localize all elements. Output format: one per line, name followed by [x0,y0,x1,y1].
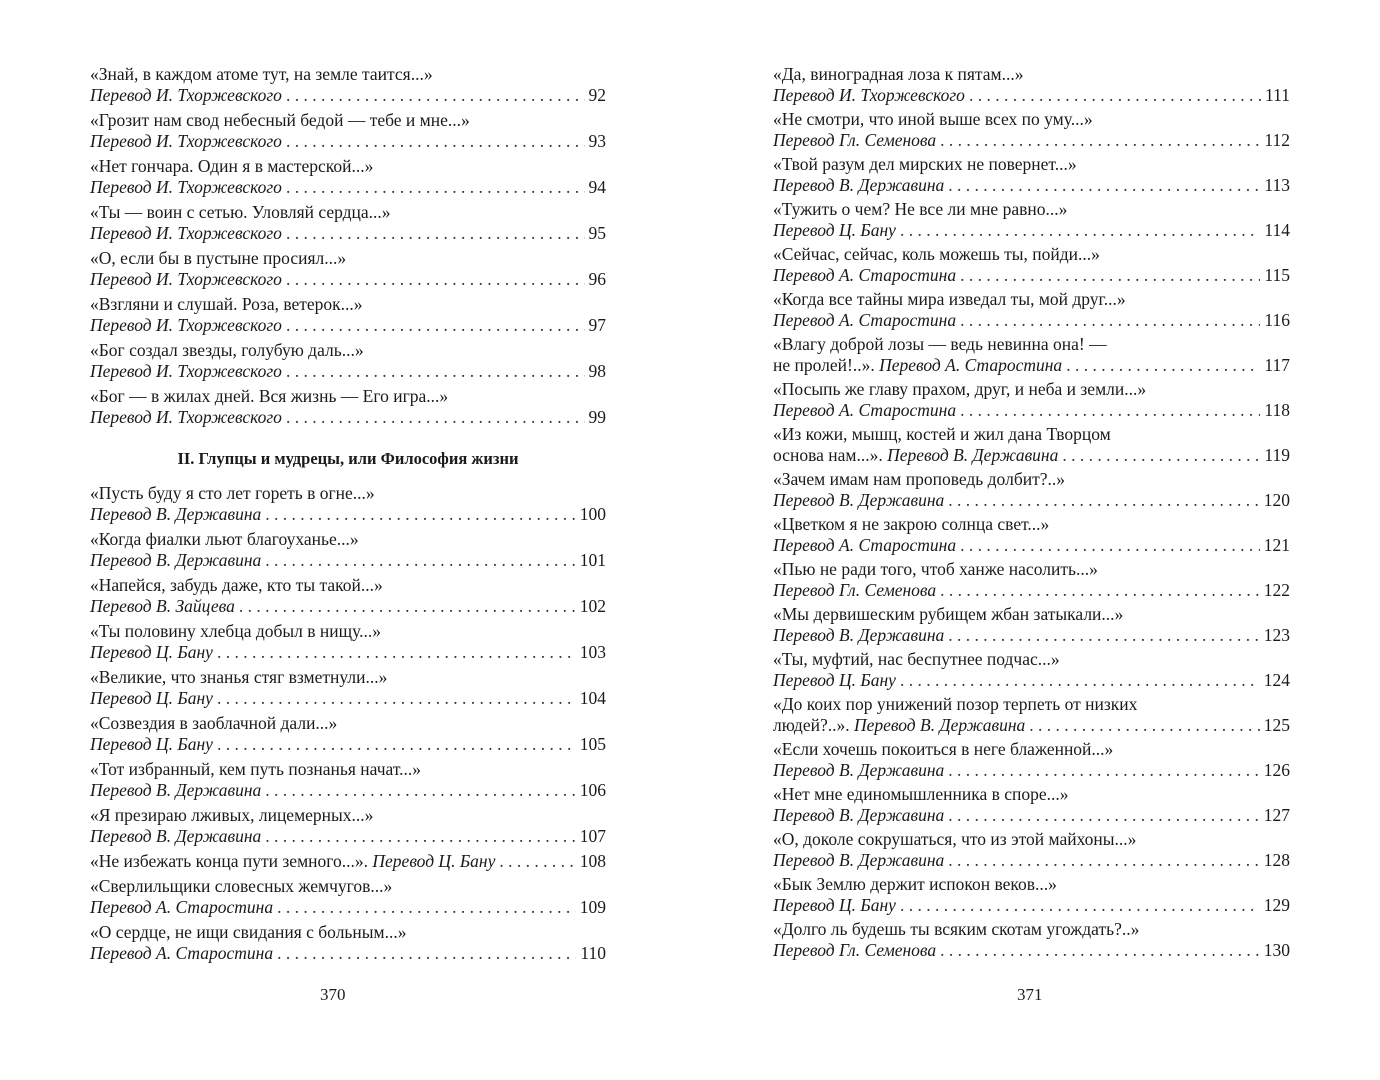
entry-title: «О, доколе сокрушаться, что из этой майхоны...» [773,829,1137,849]
page-ref: 124 [1263,670,1290,690]
entry-title: «Знай, в каждом атоме тут, на земле таится...» [90,64,433,84]
entry-line [773,940,1290,961]
translator: Перевод И. Тхоржевского [773,85,965,105]
toc-entry [90,667,606,709]
entry-title: «Напейся, забудь даже, кто ты такой...» [90,575,383,595]
dot-leader [948,805,1259,826]
dot-leader [286,223,585,244]
page-ref: 115 [1264,265,1290,285]
translator: Перевод В. Державина [773,850,945,870]
page-ref: 112 [1264,130,1290,150]
translator: Перевод Гл. Семенова [773,940,937,960]
page-ref: 105 [579,734,606,754]
entry-title: «О сердце, не ищи свидания с больным...» [90,922,407,942]
entry-title: «Да, виноградная лоза к пятам...» [773,64,1024,84]
entry-title: «Нет мне единомышленника в споре...» [773,784,1069,804]
dot-leader [1062,445,1260,466]
entry-title: «Зачем имам нам проповедь долбит?..» [773,469,1065,489]
toc-entry [90,64,606,106]
entry-title: «Если хочешь покоиться в неге блаженной...» [773,739,1114,759]
dot-leader [960,400,1260,421]
dot-leader [286,85,585,106]
entry-line [773,715,1290,736]
translator: Перевод В. Державина [773,490,945,510]
entry-line [773,535,1290,556]
entry-line [773,850,1290,871]
page-ref: 128 [1263,850,1290,870]
toc-entry [90,386,606,428]
translator: Перевод В. Державина [90,780,262,800]
translator: Перевод И. Тхоржевского [90,223,282,243]
dot-leader [940,130,1260,151]
page-ref: 126 [1263,760,1290,780]
entry-line [773,805,1290,826]
page-ref: 121 [1263,535,1290,555]
page-ref: 96 [588,269,606,289]
translator: Перевод А. Старостина [90,943,274,963]
page-number: 370 [320,985,346,1004]
dot-leader [960,265,1260,286]
translator: Перевод Ц. Бану [90,734,213,754]
dot-leader [286,131,585,152]
entry-line [773,625,1290,646]
translator: Перевод В. Державина [90,504,262,524]
dot-leader [948,850,1259,871]
entry-title: «Долго ль будешь ты всяким скотам угождать?..» [773,919,1140,939]
dot-leader [286,407,585,428]
toc-entry [773,424,1290,466]
translator: Перевод В. Державина [773,805,945,825]
toc-entry [773,559,1290,601]
entry-line [90,177,606,198]
entry-line [773,220,1290,241]
page-ref: 104 [579,688,606,708]
toc-list [90,483,606,964]
translator: Перевод А. Старостина [773,400,957,420]
toc-entry [90,529,606,571]
entry-title: «Твой разум дел мирских не повернет...» [773,154,1077,174]
dot-leader [900,670,1260,691]
toc-entry [773,874,1290,916]
translator: Перевод В. Державина [773,625,945,645]
entry-title: «Пью не ради того, чтоб ханже насолить...» [773,559,1098,579]
toc-entry [773,379,1290,421]
translator: Перевод Гл. Семенова [773,580,937,600]
toc-entry [90,248,606,290]
right-page [773,64,1290,964]
translator: Перевод Ц. Бану [773,220,896,240]
entry-line [773,895,1290,916]
page-ref: 102 [579,596,606,616]
toc-entry [90,294,606,336]
page-ref: 114 [1264,220,1290,240]
entry-line [90,407,606,428]
entry-line [90,85,606,106]
page-ref: 130 [1263,940,1290,960]
entry-line [90,223,606,244]
translator: Перевод В. Зайцева [90,596,235,616]
toc-entry [90,805,606,847]
entry-line [773,265,1290,286]
translator: Перевод Ц. Бану [372,851,496,871]
left-page [90,64,606,968]
page-ref: 123 [1263,625,1290,645]
toc-entry [773,109,1290,151]
page-ref: 116 [1264,310,1290,330]
translator: Перевод А. Старостина [773,310,957,330]
entry-line [773,130,1290,151]
entry-line [90,596,606,617]
entry-title-continuation: людей?..». [773,715,854,735]
toc-entry [90,713,606,755]
toc-entry [773,694,1290,736]
entry-line [90,131,606,152]
translator: Перевод В. Державина [853,715,1026,735]
entry-title: «Влагу доброй лозы — ведь невинна она! — [773,334,1107,354]
entry-line [773,85,1290,106]
entry-line [90,851,606,872]
entry-title: «Ты — воин с сетью. Уловляй сердца...» [90,202,391,222]
entry-title: «Ты половину хлебца добыл в нищу...» [90,621,381,641]
toc-entry [90,110,606,152]
toc-list [90,64,606,428]
toc-entry [773,739,1290,781]
translator: Перевод И. Тхоржевского [90,315,282,335]
entry-line [90,269,606,290]
page-ref: 95 [588,223,606,243]
page-ref: 113 [1264,175,1290,195]
entry-line [90,361,606,382]
page-ref: 127 [1263,805,1290,825]
dot-leader [940,940,1260,961]
page-ref: 106 [579,780,606,800]
page-ref: 119 [1264,445,1290,465]
dot-leader [286,177,585,198]
dot-leader [217,688,576,709]
dot-leader [960,535,1260,556]
translator: Перевод И. Тхоржевского [90,269,282,289]
entry-title: «Бык Землю держит испокон веков...» [773,874,1057,894]
translator: Перевод Ц. Бану [773,895,896,915]
dot-leader [277,943,576,964]
entry-line [773,175,1290,196]
translator: Перевод В. Державина [90,550,262,570]
dot-leader [948,760,1259,781]
entry-title-continuation: «Не избежать конца пути земного...». [90,851,373,871]
translator: Перевод В. Державина [887,445,1059,465]
entry-title: «Ты, муфтий, нас беспутнее подчас...» [773,649,1060,669]
translator: Перевод И. Тхоржевского [90,131,282,151]
page-ref: 107 [579,826,606,846]
entry-title: «Я презираю лживых, лицемерных...» [90,805,374,825]
dot-leader [948,175,1260,196]
page-ref: 129 [1263,895,1290,915]
dot-leader [217,642,576,663]
entry-title: «Пусть буду я сто лет гореть в огне...» [90,483,375,503]
entry-line [773,355,1290,376]
toc-entry [90,621,606,663]
entry-line [773,760,1290,781]
dot-leader [940,580,1260,601]
translator: Перевод А. Старостина [879,355,1063,375]
toc-entry [773,244,1290,286]
entry-line [90,642,606,663]
dot-leader [277,897,576,918]
page-ref: 108 [579,851,606,871]
entry-title: «Когда фиалки льют благоуханье...» [90,529,359,549]
entry-line [90,550,606,571]
page-ref: 98 [588,361,606,381]
toc-entry [90,483,606,525]
toc-entry [773,199,1290,241]
toc-entry [773,604,1290,646]
translator: Перевод И. Тхоржевского [90,407,282,427]
page-ref: 99 [588,407,606,427]
translator: Перевод В. Державина [773,760,945,780]
entry-line [90,897,606,918]
toc-entry [90,851,606,872]
dot-leader [265,780,575,801]
entry-title: «Грозит нам свод небесный бедой — тебе и мне...» [90,110,470,130]
translator: Перевод А. Старостина [90,897,274,917]
toc-entry [90,202,606,244]
translator: Перевод Ц. Бану [773,670,896,690]
translator: Перевод Ц. Бану [90,642,213,662]
entry-title: «Бог создал звезды, голубую даль...» [90,340,364,360]
page-ref: 100 [579,504,606,524]
dot-leader [900,895,1260,916]
entry-line [773,310,1290,331]
dot-leader [217,734,576,755]
entry-line [90,780,606,801]
entry-title: «Великие, что знанья стяг взметнули...» [90,667,388,687]
page-ref: 109 [579,897,606,917]
page-ref: 110 [580,943,606,963]
entry-title: «Взгляни и слушай. Роза, ветерок...» [90,294,363,314]
dot-leader [960,310,1260,331]
entry-line [90,688,606,709]
dot-leader [265,826,575,847]
toc-entry [90,876,606,918]
entry-title: «Бог — в жилах дней. Вся жизнь — Его игра...» [90,386,449,406]
dot-leader [1066,355,1260,376]
entry-line [90,504,606,525]
page-ref: 93 [588,131,606,151]
entry-line [90,734,606,755]
translator: Перевод А. Старостина [773,535,957,555]
toc-entry [773,154,1290,196]
dot-leader [969,85,1261,106]
dot-leader [286,361,585,382]
page-ref: 94 [588,177,606,197]
toc-entry [90,759,606,801]
translator: Перевод А. Старостина [773,265,957,285]
page-ref: 118 [1264,400,1290,420]
entry-line [90,943,606,964]
dot-leader [948,490,1259,511]
dot-leader [1029,715,1259,736]
translator: Перевод И. Тхоржевского [90,177,282,197]
page-ref: 117 [1264,355,1290,375]
dot-leader [239,596,576,617]
toc-entry [773,334,1290,376]
toc-entry [90,156,606,198]
dot-leader [286,315,585,336]
toc-entry [773,289,1290,331]
toc-entry [773,514,1290,556]
translator: Перевод И. Тхоржевского [90,361,282,381]
toc-list [773,64,1290,961]
page-ref: 101 [579,550,606,570]
page-ref: 122 [1263,580,1290,600]
page-ref: 97 [588,315,606,335]
entry-title: «Созвездия в заоблачной дали...» [90,713,338,733]
entry-title: «Посыпь же главу прахом, друг, и неба и земли...» [773,379,1147,399]
page-ref: 103 [579,642,606,662]
entry-line [773,445,1290,466]
page-ref: 125 [1263,715,1290,735]
translator: Перевод В. Державина [773,175,945,195]
entry-title: «Тот избранный, кем путь познанья начат...» [90,759,422,779]
dot-leader [286,269,585,290]
dot-leader [265,504,575,525]
page-ref: 92 [588,85,606,105]
translator: Перевод Ц. Бану [90,688,213,708]
toc-entry [773,649,1290,691]
entry-line [773,490,1290,511]
entry-line [773,670,1290,691]
page-number: 371 [1017,985,1043,1004]
entry-title: «Сверлильщики словесных жемчугов...» [90,876,393,896]
toc-entry [773,784,1290,826]
entry-title: «Сейчас, сейчас, коль можешь ты, пойди...» [773,244,1100,264]
entry-line [90,826,606,847]
entry-title-continuation: не пролей!..». [773,355,880,375]
dot-leader [499,851,575,872]
dot-leader [900,220,1260,241]
entry-title: «Из кожи, мышц, костей и жил дана Творцом [773,424,1111,444]
entry-line [90,315,606,336]
page-ref: 120 [1263,490,1290,510]
entry-title: «Мы дервишеским рубищем жбан затыкали...» [773,604,1124,624]
toc-entry [773,829,1290,871]
entry-title: «Не смотри, что иной выше всех по уму...» [773,109,1093,129]
entry-line [773,580,1290,601]
page-ref: 111 [1265,85,1290,105]
toc-entry [773,64,1290,106]
translator: Перевод В. Державина [90,826,262,846]
toc-entry [773,469,1290,511]
entry-title: «Цветком я не закрою солнца свет...» [773,514,1050,534]
dot-leader [265,550,575,571]
entry-title: «О, если бы в пустыне просиял...» [90,248,347,268]
toc-entry [90,340,606,382]
entry-title-continuation: основа нам...». [773,445,888,465]
translator: Перевод И. Тхоржевского [90,85,282,105]
entry-line [773,400,1290,421]
dot-leader [948,625,1259,646]
toc-entry [773,919,1290,961]
toc-entry [90,922,606,964]
entry-title: «Нет гончара. Один я в мастерской...» [90,156,374,176]
entry-title: «До коих пор унижений позор терпеть от низких [773,694,1138,714]
translator: Перевод Гл. Семенова [773,130,937,150]
entry-title: «Тужить о чем? Не все ли мне равно...» [773,199,1068,219]
toc-entry [90,575,606,617]
section-heading: II. Глупцы и мудрецы, или Философия жизни [177,449,519,468]
entry-title: «Когда все тайны мира изведал ты, мой друг...» [773,289,1126,309]
